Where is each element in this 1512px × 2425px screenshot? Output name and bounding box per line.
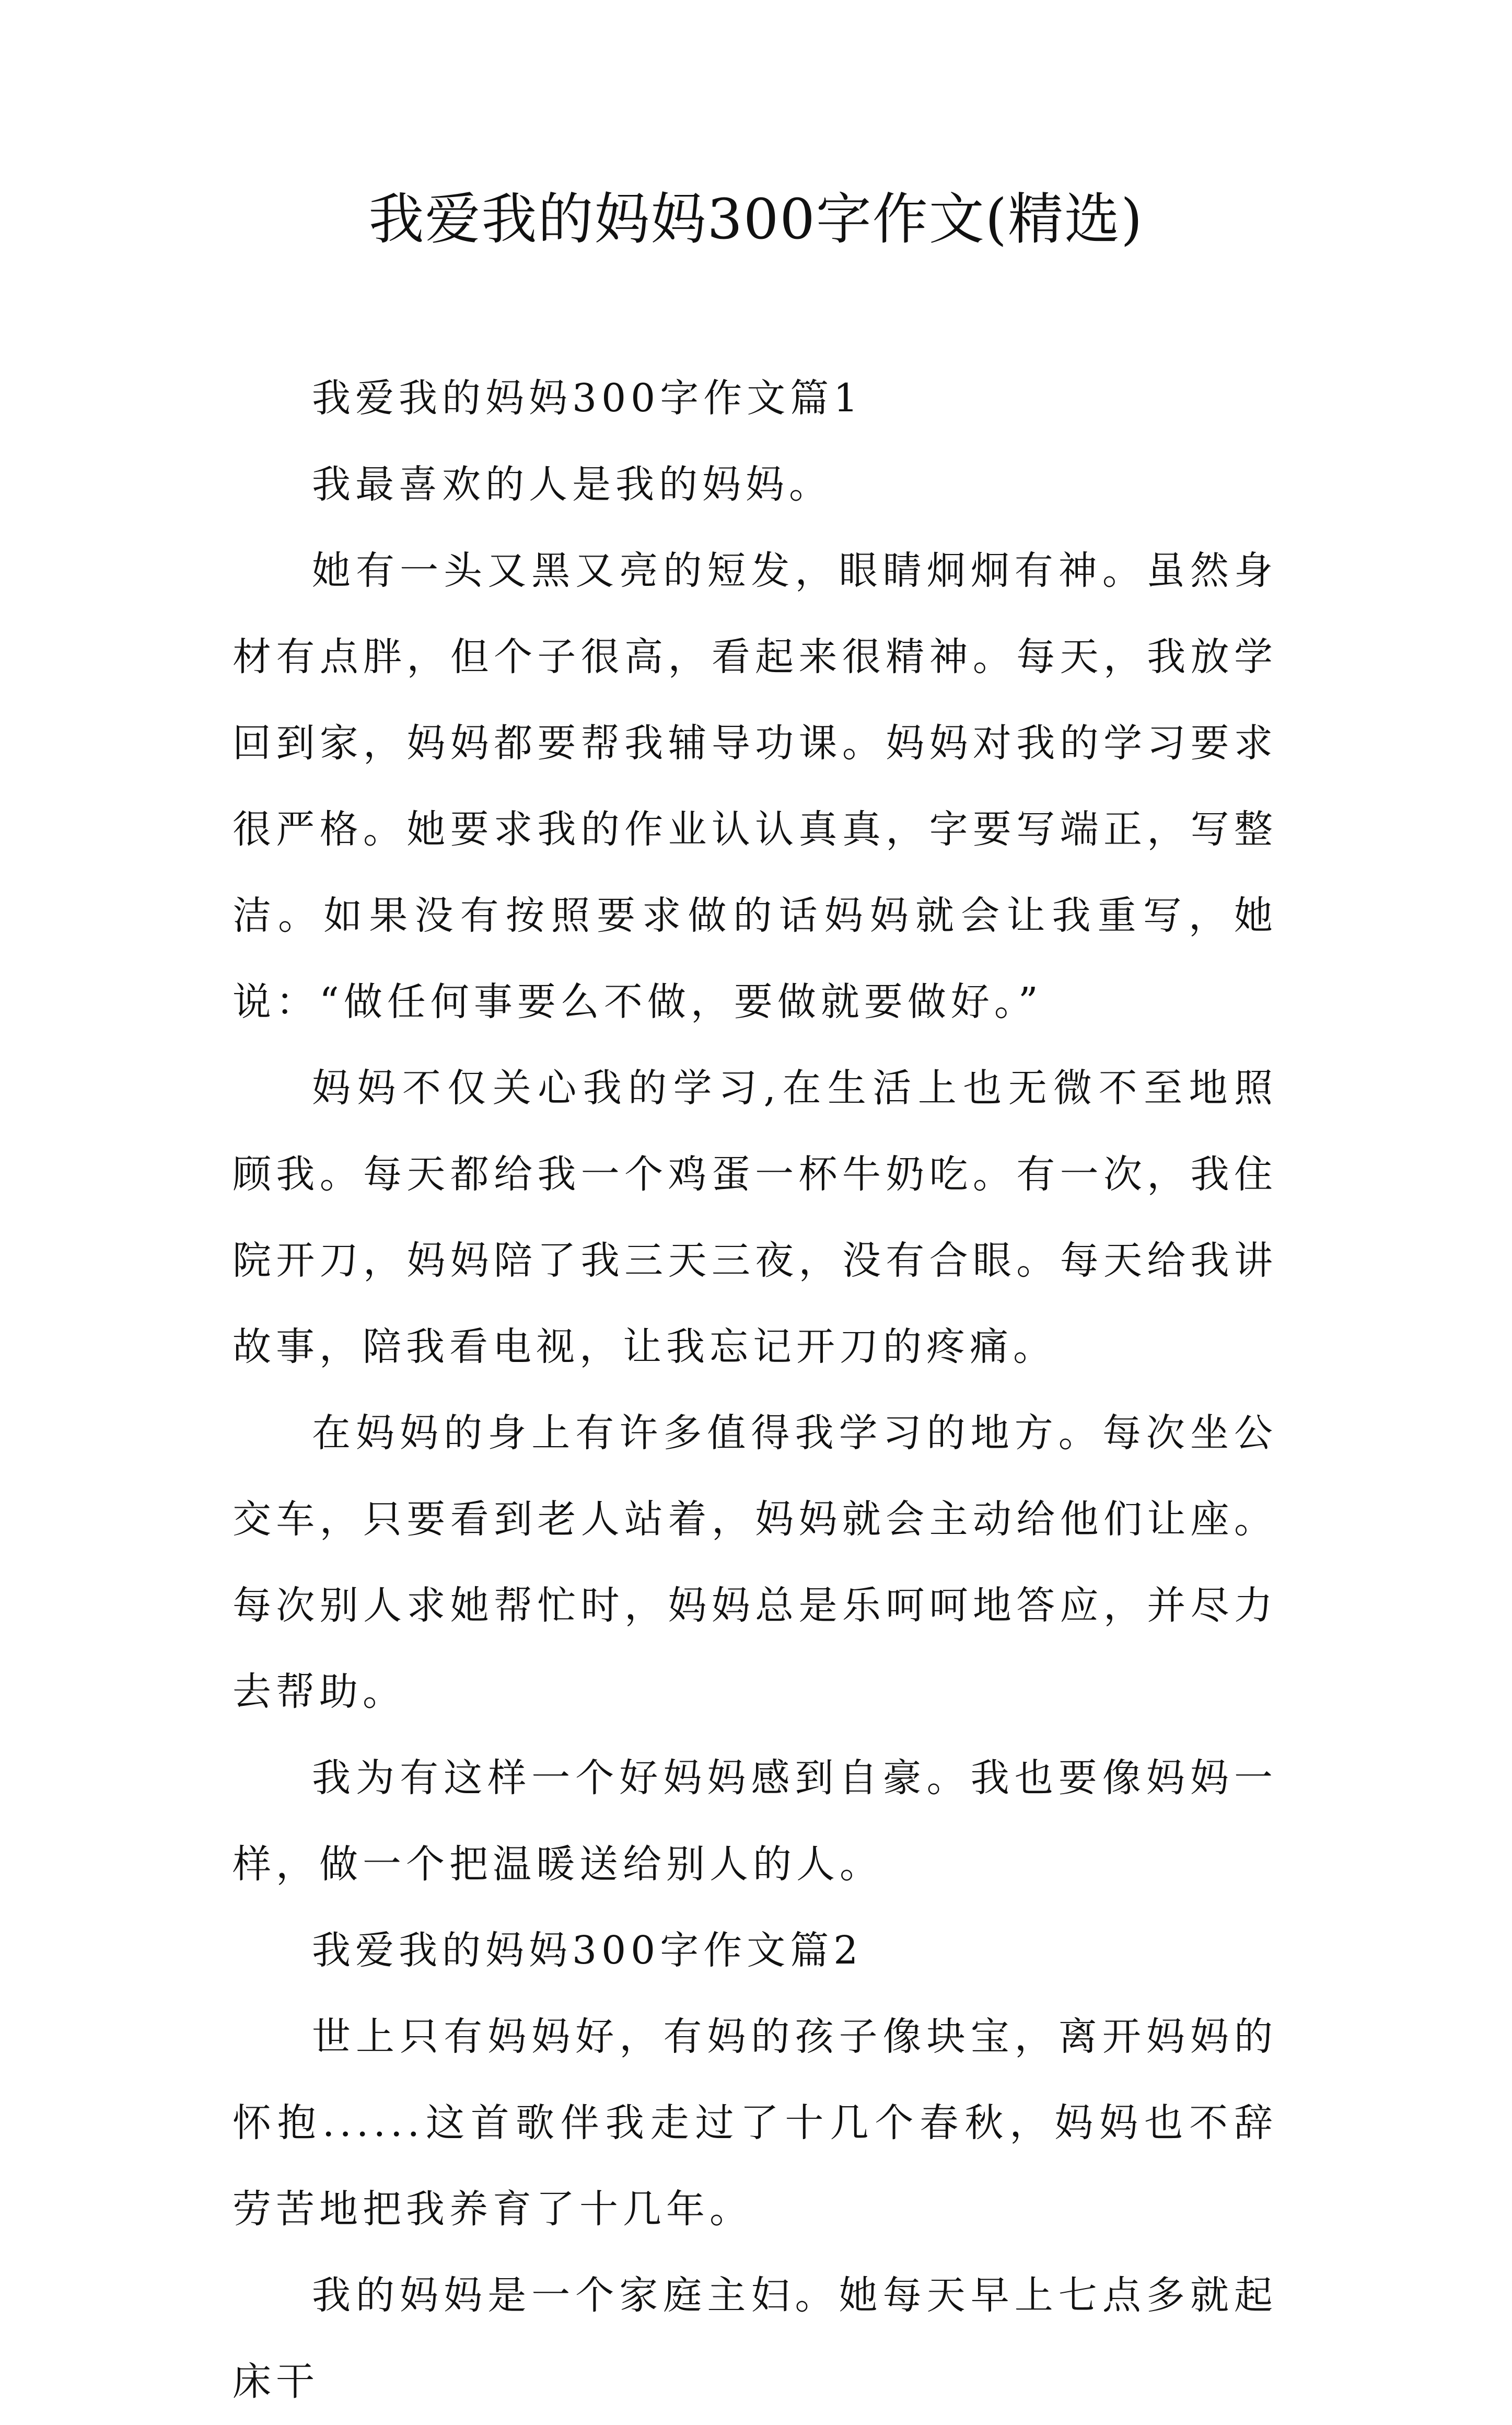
document-title: 我爱我的妈妈300字作文(精选)	[368, 187, 1144, 251]
paragraph: 妈妈不仅关心我的学习,在生活上也无微不至地照顾我。每天都给我一个鸡蛋一杯牛奶吃。有一次，我住院开刀，妈妈陪了我三天三夜，没有合眼。每天给我讲故事，陪我看电视，让我忘记开刀的疼痛。	[232, 1066, 1277, 1369]
paragraph: 我的妈妈是一个家庭主妇。她每天早上七点多就起床干	[232, 2273, 1277, 2404]
paragraph: 世上只有妈妈好，有妈的孩子像块宝，离开妈妈的怀抱......这首歌伴我走过了十几个春秋，妈妈也不辞劳苦地把我养育了十几年。	[232, 2014, 1277, 2232]
document-body	[232, 355, 1277, 2425]
paragraph: 我最喜欢的人是我的妈妈。	[312, 462, 832, 507]
paragraph: 在妈妈的身上有许多值得我学习的地方。每次坐公交车，只要看到老人站着，妈妈就会主动给他们让座。每次别人求她帮忙时，妈妈总是乐呵呵地答应，并尽力去帮助。	[232, 1411, 1277, 1714]
paragraph: 我为有这样一个好妈妈感到自豪。我也要像妈妈一样，做一个把温暖送给别人的人。	[232, 1756, 1277, 1887]
section-heading-2: 我爱我的妈妈300字作文篇2	[312, 1928, 863, 1973]
section-heading-1: 我爱我的妈妈300字作文篇1	[312, 376, 863, 421]
paragraph: 她有一头又黑又亮的短发，眼睛炯炯有神。虽然身材有点胖，但个子很高，看起来很精神。每天，我放学回到家，妈妈都要帮我辅导功课。妈妈对我的学习要求很严格。她要求我的作业认认真真，字要写端正，写整洁。如果没有按照要求做的话妈妈就会让我重写，她说：“做任何事要么不做，要做就要做好。”	[232, 548, 1277, 1024]
